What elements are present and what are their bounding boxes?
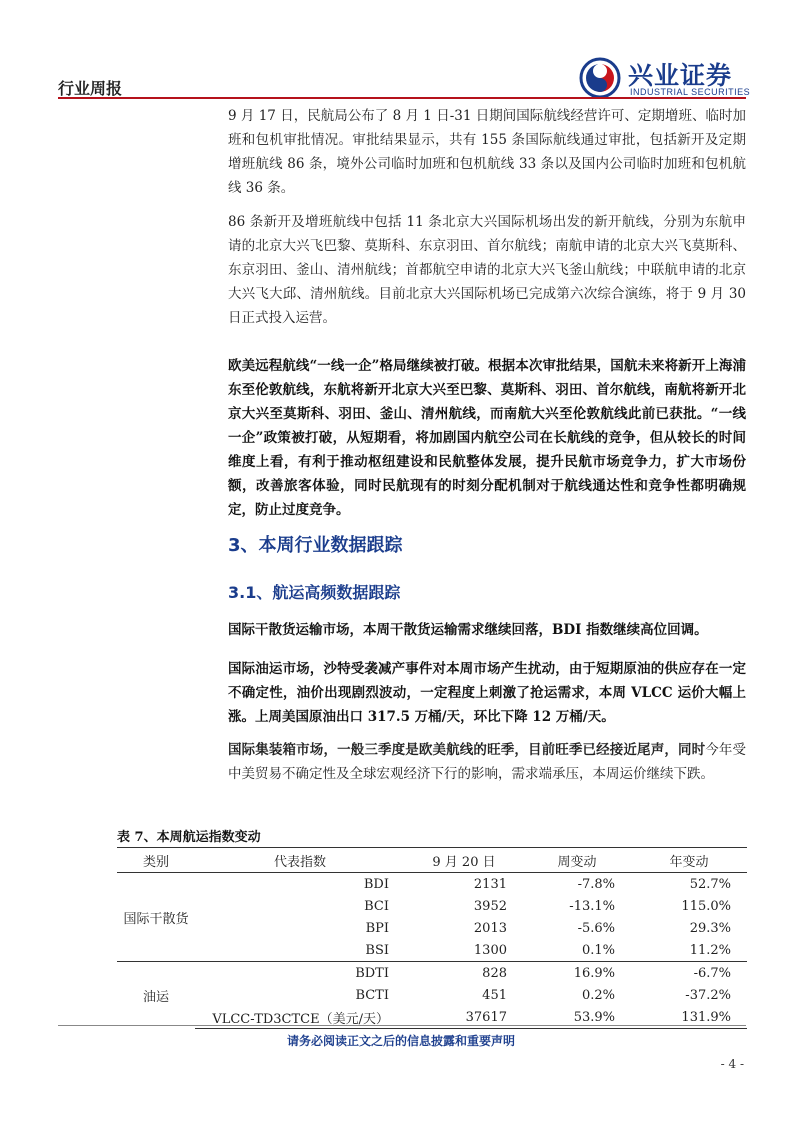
weekly-change: 0.1% [581,942,615,958]
header-yearly-change: 年变动 [631,848,747,873]
index-name: BPI [365,920,389,936]
index-value: 2013 [473,920,507,936]
table-caption: 表 7、本周航运指数变动 [117,830,261,845]
table-header-row [117,848,747,873]
logo-english-name: INDUSTRIAL SECURITIES [630,87,751,97]
section-heading: 3、本周行业数据跟踪 [228,535,403,556]
category-cell: 油运 [117,962,195,1029]
footer-disclaimer: 请务必阅读正文之后的信息披露和重要声明 [286,1034,515,1048]
index-name: BCI [364,898,389,914]
table-row [117,873,747,896]
paragraph-one-route-one-airline: 欧美远程航线“一线一企”格局继续被打破。根据本次审批结果，国航未来将新开上海浦东至伦敦航线，东航将新开北京大兴至巴黎、莫斯科、羽田、首尔航线，南航将新开北京大兴至莫斯科、羽田、釜山、清州航线，而南航大兴至伦敦航线此前已获批。“一线一企”政策被打破，从短期看，将加剧国内航空公司在长航线的竞争，但从较长的时间维度上看，有利于推动枢纽建设和民航整体发展，提升民航市场竞争力，扩大市场份额，改善旅客体验，同时民航现有的时刻分配机制对于航线通达性和竞争性都明确规定，防止过度竞争。 [228,358,746,518]
index-value: 828 [405,962,523,985]
yearly-change: 131.9% [631,1006,747,1029]
index-name: BDI [363,876,389,892]
paragraph-oil-market: 国际油运市场，沙特受袭减产事件对本周市场产生扰动，由于短期原油的供应存在一定不确定性，油价出现剧烈波动，一定程度上刺激了抢运需求，本周 VLCC 运价大幅上涨。上周美国原油出口 317.5 万桶/天，环比下降 12 万桶/天。 [228,661,746,725]
table-row [117,962,747,985]
header-category: 类别 [117,848,195,873]
category-cell: 国际干散货 [123,911,189,927]
weekly-change: 0.2% [581,987,615,1003]
company-logo [576,56,751,102]
paragraph-daxing-routes: 86 条新开及增班航线中包括 11 条北京大兴国际机场出发的新开航线，分别为东航申请的北京大兴飞巴黎、莫斯科、东京羽田、首尔航线；南航申请的北京大兴飞莫斯科、东京羽田、釜山、清州航线；首都航空申请的北京大兴飞釜山航线；中联航申请的北京大兴飞大邱、清州航线。目前北京大兴国际机场已完成第六次综合演练，将于 9 月 30 日正式投入运营。 [228,214,746,326]
paragraph-dry-bulk-market: 国际干散货运输市场，本周干散货运输需求继续回落，BDI 指数继续高位回调。 [228,622,708,638]
table-row [117,984,747,1006]
index-name: BDTI [195,962,405,985]
yearly-change: -6.7% [631,962,747,985]
report-type-title: 行业周报 [58,79,123,98]
shipping-index-table [117,847,747,1029]
header-index: 代表指数 [195,848,405,873]
paragraph-container-market [228,738,746,786]
weekly-change: 16.9% [523,962,631,985]
footer-divider [58,1025,746,1026]
container-market-lead: 国际集装箱市场，一般三季度是欧美航线的旺季，目前旺季已经接近尾声，同时 [228,742,706,758]
header-weekly-change: 周变动 [523,848,631,873]
index-name: BCTI [355,987,389,1003]
yearly-change: 29.3% [689,920,731,936]
weekly-change: -13.1% [569,898,615,914]
index-value: 37617 [405,1006,523,1029]
index-value: 2131 [473,876,507,892]
index-name: VLCC-TD3CTCE（美元/天） [195,1006,405,1029]
index-value: 1300 [473,942,507,958]
paragraph-approval-results: 9 月 17 日，民航局公布了 8 月 1 日-31 日期间国际航线经营许可、定期增班、临时加班和包机审批情况。审批结果显示，共有 155 条国际航线通过审批，包括新开及定期增班航线 86 条，境外公司临时加班和包机航线 33 条以及国内公司临时加班和包机航线 36 条。 [228,108,746,196]
table-row [117,895,747,917]
weekly-change: -5.6% [577,920,615,936]
index-value: 451 [482,987,507,1003]
yearly-change: -37.2% [685,987,731,1003]
index-value: 3952 [473,898,507,914]
subsection-heading: 3.1、航运高频数据跟踪 [228,583,401,602]
weekly-change: -7.8% [577,876,615,892]
page-number: - 4 - [720,1057,744,1071]
logo-chinese-name: 兴业证券 [628,61,733,90]
table-row [117,939,747,962]
table-row [117,917,747,939]
weekly-change: 53.9% [523,1006,631,1029]
logo-emblem-icon [578,56,622,100]
header-divider [58,97,746,99]
container-market-rest: 今年受中美贸易不确定性及全球宏观经济下行的影响，需求端承压，本周运价继续下跌。 [228,742,747,782]
yearly-change: 11.2% [689,942,731,958]
yearly-change: 115.0% [681,898,731,914]
index-name: BSI [365,942,389,958]
yearly-change: 52.7% [689,876,731,892]
header-date-value: 9 月 20 日 [405,848,523,873]
